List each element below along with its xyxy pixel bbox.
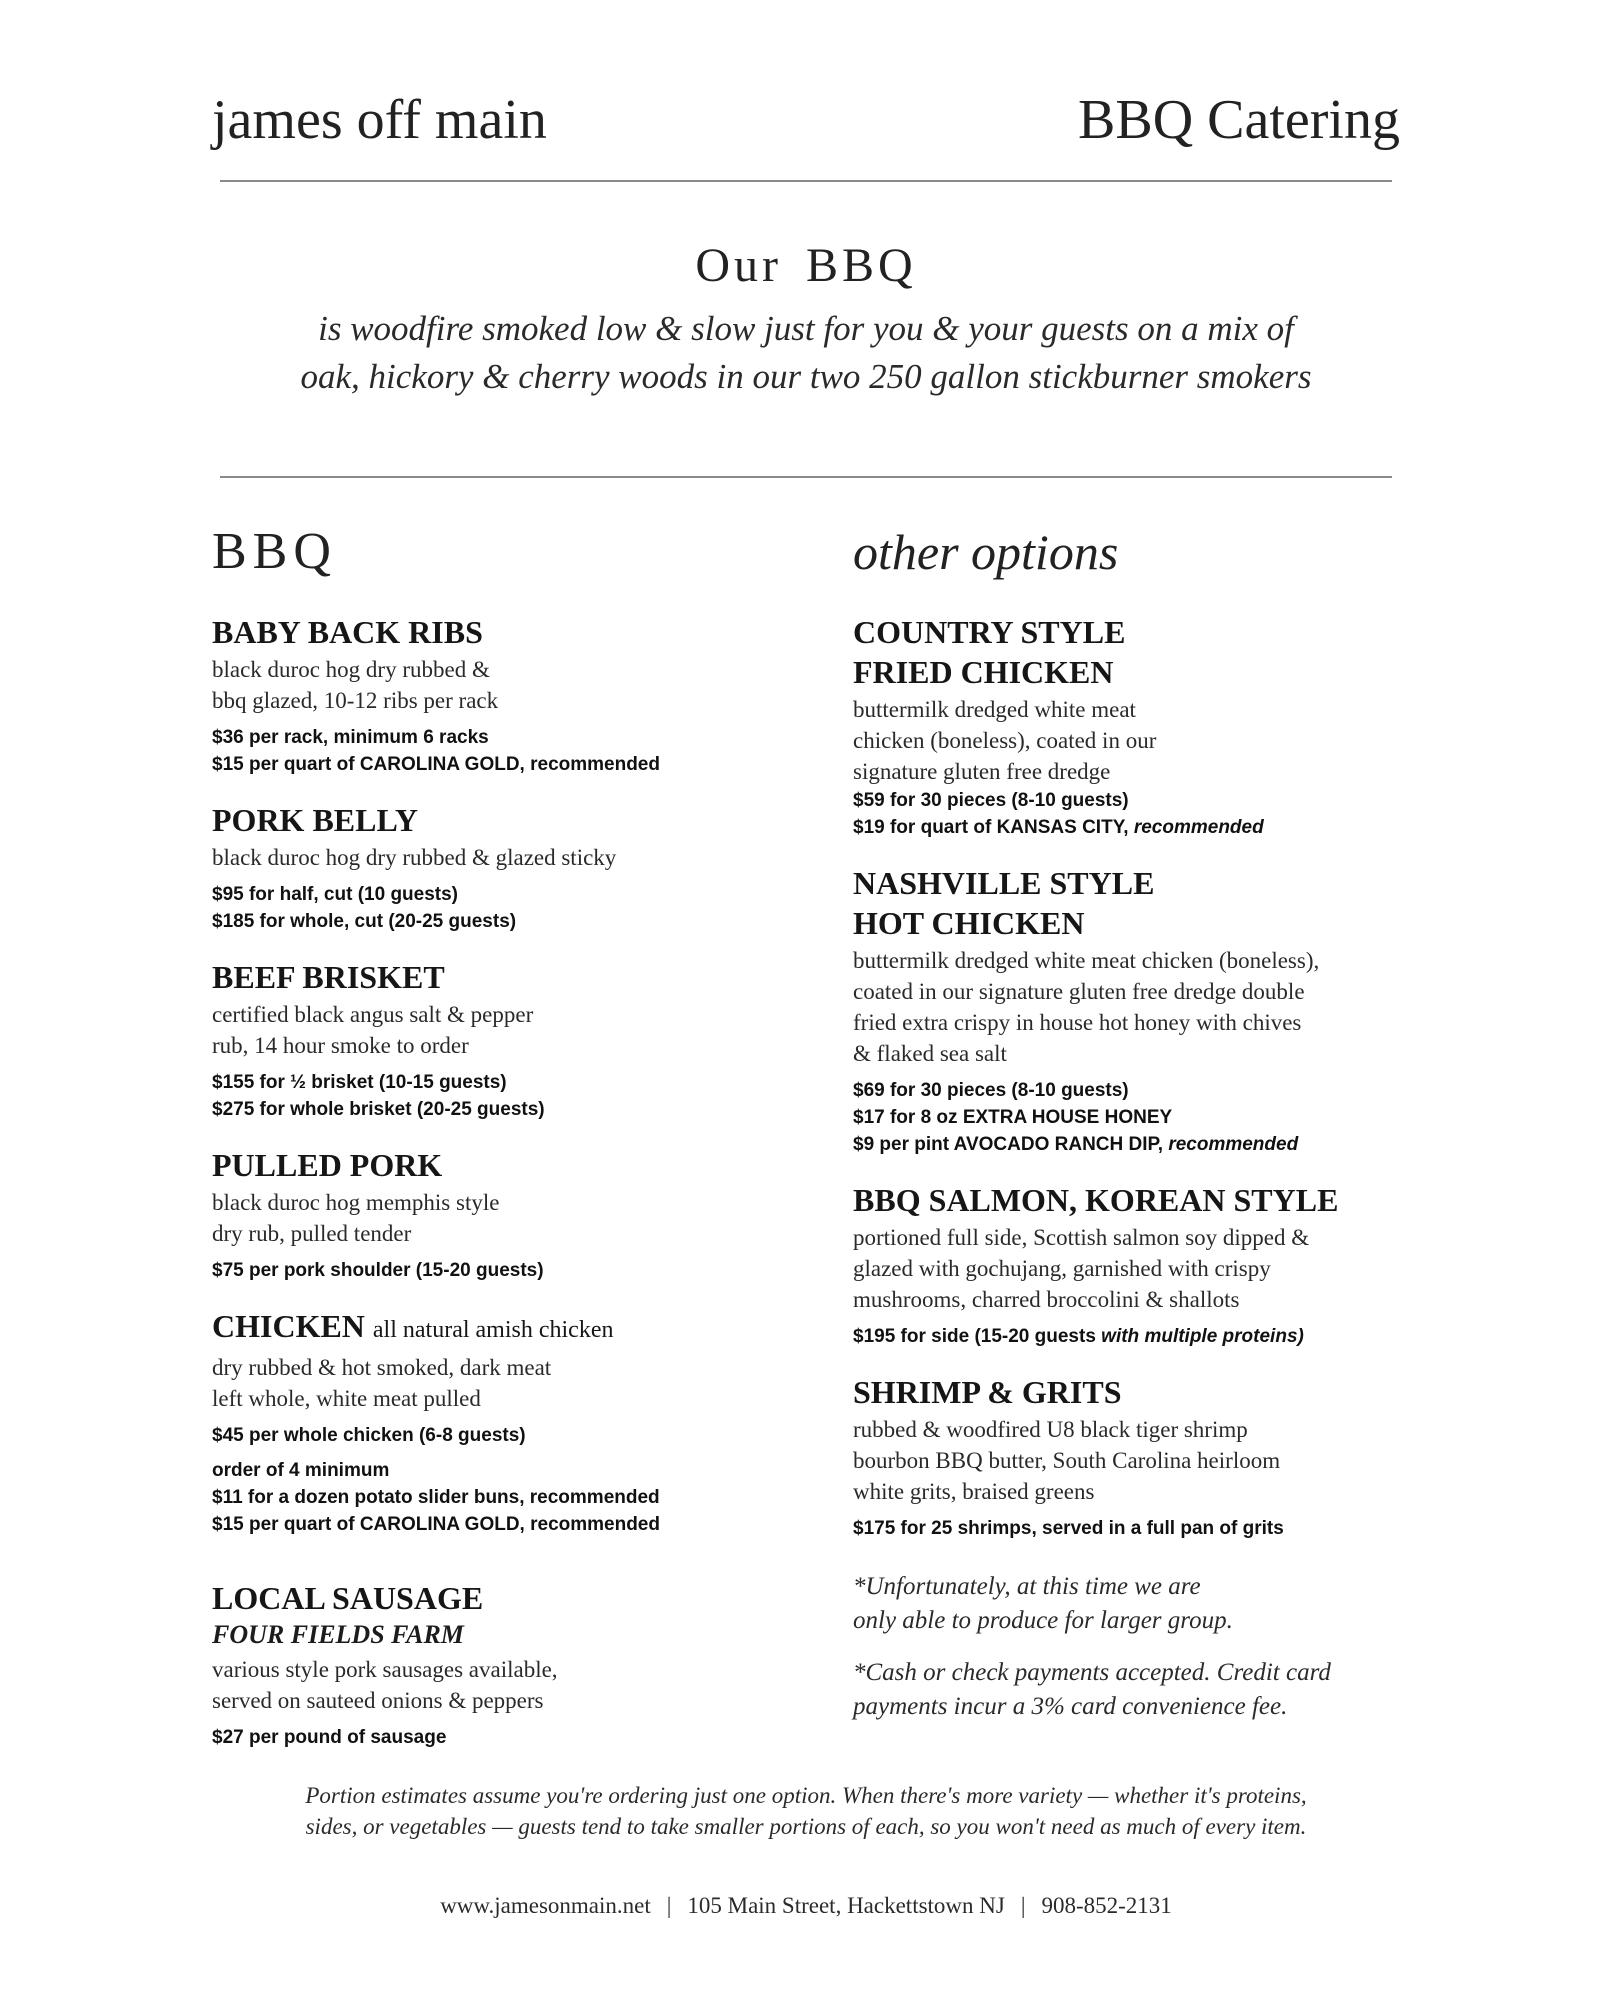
section-title-other-options: other options (853, 524, 1119, 580)
description-line: chicken (boneless), coated in our (853, 728, 1157, 753)
item-description (853, 945, 1413, 1069)
description-line: coated in our signature gluten free dredge double (853, 979, 1305, 1004)
price-line: $11 for a dozen potato slider buns, recommended (212, 1487, 660, 1508)
item-description (853, 1222, 1413, 1315)
item-name: BABY BACK RIBS (212, 614, 483, 650)
price-line: $15 per quart of CAROLINA GOLD, recommended (212, 1514, 660, 1535)
price-line: order of 4 minimum (212, 1460, 390, 1481)
description-line: buttermilk dredged white meat (853, 697, 1136, 722)
price-line (853, 1131, 1413, 1158)
description-line: white grits, braised greens (853, 1479, 1095, 1504)
price-emphasis: recommended (1168, 1134, 1299, 1155)
menu-item-fried-chicken (853, 612, 1413, 841)
note-line: *Cash or check payments accepted. Credit card (853, 1659, 1331, 1686)
website-link[interactable]: www.jamesonmain.net (440, 1893, 651, 1918)
item-name (212, 1306, 772, 1350)
description-line: & flaked sea salt (853, 1041, 1007, 1066)
brand-name: james off main (212, 89, 547, 151)
description-line: left whole, white meat pulled (212, 1386, 481, 1411)
price-text: $9 per pint AVOCADO RANCH DIP, (853, 1134, 1169, 1155)
menu-item-pork-belly (212, 800, 772, 935)
item-name: PORK BELLY (212, 802, 418, 838)
description-line: rub, 14 hour smoke to order (212, 1033, 469, 1058)
item-name: PULLED PORK (212, 1147, 443, 1183)
description-line: buttermilk dredged white meat chicken (boneless), (853, 948, 1320, 973)
price-line: $75 per pork shoulder (15-20 guests) (212, 1260, 544, 1281)
item-name-line: NASHVILLE STYLE (853, 865, 1155, 901)
price-line: $275 for whole brisket (20-25 guests) (212, 1099, 545, 1120)
price-line: $15 per quart of CAROLINA GOLD, recommended (212, 754, 660, 775)
portion-note-line: sides, or vegetables — guests tend to take smaller portions of each, so you won't need as much of every item. (305, 1814, 1307, 1839)
price-line: $17 for 8 oz EXTRA HOUSE HONEY (853, 1107, 1173, 1128)
price-text: $195 for side (15-20 guests (853, 1326, 1102, 1347)
menu-item-bbq-salmon (853, 1180, 1413, 1350)
item-description (212, 1654, 772, 1716)
price-line: $185 for whole, cut (20-25 guests) (212, 911, 517, 932)
description-line: fried extra crispy in house hot honey with chives (853, 1010, 1302, 1035)
price-emphasis: with multiple proteins) (1101, 1326, 1304, 1347)
portion-note-line: Portion estimates assume you're ordering just one option. When there's more variety — whether it's proteins, (305, 1783, 1307, 1808)
footer-separator: | (1020, 1893, 1026, 1918)
intro (212, 238, 1400, 401)
description-line: black duroc hog memphis style (212, 1190, 500, 1215)
item-description (212, 842, 772, 873)
item-name: BEEF BRISKET (212, 959, 445, 995)
price-line: $69 for 30 pieces (8-10 guests) (853, 1080, 1129, 1101)
item-name-line: COUNTRY STYLE (853, 614, 1126, 650)
price-line: $27 per pound of sausage (212, 1727, 447, 1748)
description-line: rubbed & woodfired U8 black tiger shrimp (853, 1417, 1248, 1442)
item-name-line: SHRIMP & GRITS (853, 1374, 1122, 1410)
intro-line: oak, hickory & cherry woods in our two 250 gallon stickburner smokers (300, 357, 1312, 396)
price-line (853, 1323, 1413, 1350)
price-line: $45 per whole chicken (6-8 guests) (212, 1425, 526, 1446)
item-prices (212, 724, 772, 778)
item-description (212, 654, 772, 716)
item-inline-description: all natural amish chicken (372, 1317, 614, 1343)
item-name-line: FRIED CHICKEN (853, 654, 1114, 690)
phone-number[interactable]: 908-852-2131 (1041, 1893, 1172, 1918)
menu-item-chicken (212, 1306, 772, 1538)
price-line: $59 for 30 pieces (8-10 guests) (853, 790, 1129, 811)
menu-item-pulled-pork (212, 1145, 772, 1284)
note-line: only able to produce for larger group. (853, 1607, 1233, 1634)
description-line: certified black angus salt & pepper (212, 1002, 534, 1027)
price-line: $36 per rack, minimum 6 racks (212, 727, 489, 748)
menu-item-beef-brisket (212, 957, 772, 1123)
item-prices (853, 1323, 1413, 1350)
intro-title: Our BBQ (695, 239, 917, 292)
description-line: bbq glazed, 10-12 ribs per rack (212, 688, 499, 713)
divider (220, 476, 1392, 478)
price-emphasis: recommended (1133, 817, 1264, 838)
footer-separator: | (666, 1893, 672, 1918)
description-line: black duroc hog dry rubbed & (212, 657, 490, 682)
item-name-line: BBQ SALMON, KOREAN STYLE (853, 1182, 1339, 1218)
description-line: dry rubbed & hot smoked, dark meat (212, 1355, 552, 1380)
price-line: $95 for half, cut (10 guests) (212, 884, 459, 905)
price-text: $19 for quart of KANSAS CITY, (853, 817, 1134, 838)
item-prices (853, 787, 1413, 841)
item-prices (212, 881, 772, 935)
intro-line: is woodfire smoked low & slow just for you & your guests on a mix of (318, 309, 1294, 348)
description-line: portioned full side, Scottish salmon soy dipped & (853, 1225, 1310, 1250)
item-prices (212, 1257, 772, 1284)
note-line: payments incur a 3% card convenience fee. (853, 1693, 1288, 1720)
item-name-line: HOT CHICKEN (853, 905, 1085, 941)
item-prices (212, 1069, 772, 1123)
page-title: BBQ Catering (1078, 89, 1400, 151)
header (212, 88, 1400, 160)
item-prices (212, 1422, 772, 1538)
portion-note (212, 1780, 1400, 1842)
price-line: $155 for ½ brisket (10-15 guests) (212, 1072, 507, 1093)
item-name: LOCAL SAUSAGE (212, 1580, 484, 1616)
note-line: *Unfortunately, at this time we are (853, 1573, 1201, 1600)
item-description (212, 999, 772, 1061)
item-prices (853, 1515, 1413, 1542)
price-line: $175 for 25 shrimps, served in a full pan of grits (853, 1518, 1284, 1539)
divider (220, 180, 1392, 182)
price-line (853, 814, 1413, 841)
description-line: glazed with gochujang, garnished with crispy (853, 1256, 1271, 1281)
description-line: bourbon BBQ butter, South Carolina heirloom (853, 1448, 1281, 1473)
item-prices (212, 1724, 772, 1751)
description-line: served on sauteed onions & peppers (212, 1688, 544, 1713)
bbq-column (212, 520, 772, 1773)
description-line: dry rub, pulled tender (212, 1221, 412, 1246)
address: 105 Main Street, Hackettstown NJ (687, 1893, 1005, 1918)
description-line: mushrooms, charred broccolini & shallots (853, 1287, 1240, 1312)
description-line: black duroc hog dry rubbed & glazed sticky (212, 845, 617, 870)
item-description (212, 1352, 772, 1414)
item-name-text: CHICKEN (212, 1308, 365, 1344)
availability-note (853, 1570, 1413, 1638)
description-line: various style pork sausages available, (212, 1657, 558, 1682)
payment-note (853, 1656, 1413, 1724)
item-subtitle: FOUR FIELDS FARM (212, 1620, 464, 1649)
menu-item-hot-chicken (853, 863, 1413, 1158)
item-description (853, 1414, 1413, 1507)
item-description (853, 694, 1413, 787)
description-line: signature gluten free dredge (853, 759, 1111, 784)
footer (212, 1893, 1400, 1919)
item-description (212, 1187, 772, 1249)
menu-item-baby-back-ribs (212, 612, 772, 778)
item-prices (853, 1077, 1413, 1158)
other-options-column (853, 520, 1413, 1724)
menu-item-local-sausage (212, 1578, 772, 1751)
section-title-bbq: BBQ (212, 523, 337, 580)
menu-item-shrimp-and-grits (853, 1372, 1413, 1542)
